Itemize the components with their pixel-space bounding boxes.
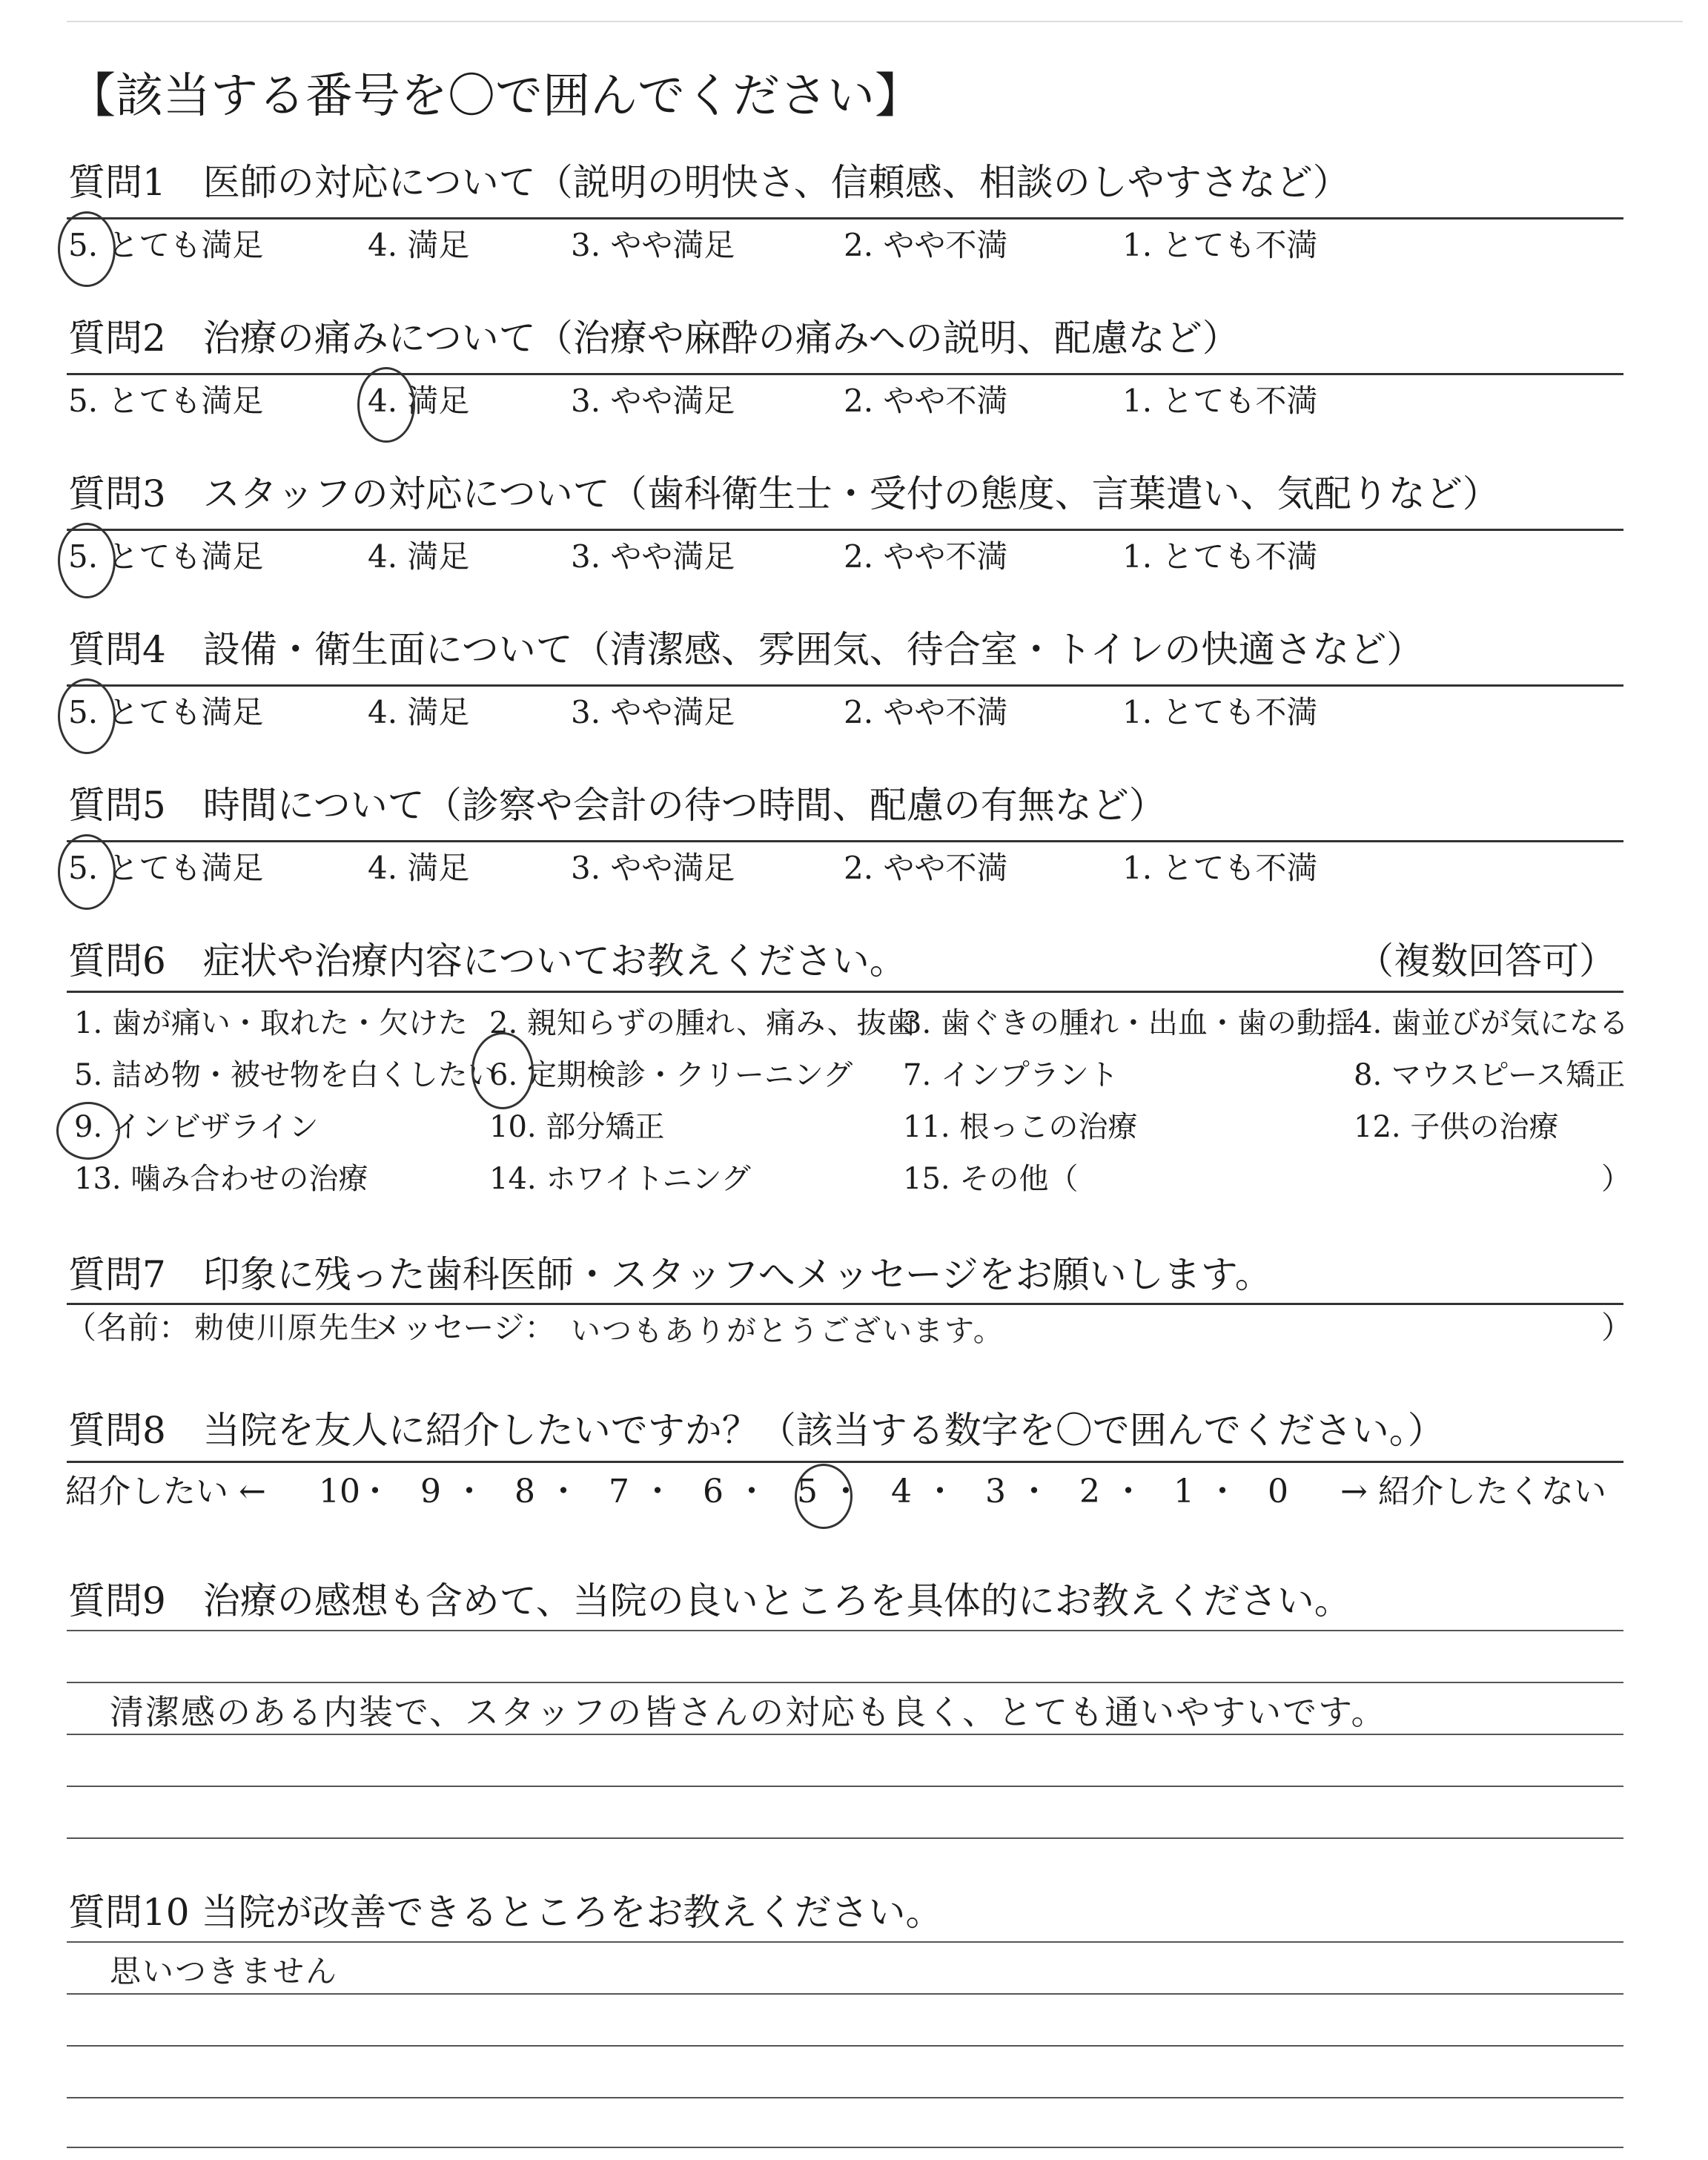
q9-answer: 清潔感のある内装で、スタッフの皆さんの対応も良く、とても通いやすいです。 [110, 1692, 1387, 1732]
q8-scale-separator: ・ [1018, 1473, 1050, 1510]
q6-option-12: 12. 子供の治療 [1354, 1110, 1559, 1144]
q6-option-3: 3. 歯ぐきの腫れ・出血・歯の動揺 [903, 1006, 1356, 1040]
q4-option-5: 5. とても満足 [68, 694, 264, 730]
q8-scale-9: 9 [420, 1473, 441, 1510]
q4-title: 質問4 設備・衛生面について（清潔感、雰囲気、待合室・トイレの快適さなど） [68, 628, 1424, 671]
q5-option-3: 3. やや満足 [571, 850, 735, 886]
q8-scale-7: 7 [609, 1473, 629, 1510]
q7-message-label: メッセージ： [371, 1309, 556, 1346]
q8-scale-10: 10 [319, 1473, 360, 1510]
q6-option-8: 8. マウスピース矯正 [1354, 1058, 1626, 1092]
q8-scale-separator: ・ [359, 1473, 391, 1510]
q4-option-4: 4. 満足 [368, 694, 470, 730]
q6-option-9: 9. インビザライン [74, 1110, 319, 1144]
scan-edge-line [67, 21, 1683, 22]
q1-option-4: 4. 満足 [368, 227, 470, 263]
q10-line-3 [67, 2045, 1623, 2047]
q6-option-14: 14. ホワイトニング [489, 1162, 751, 1196]
q8-left-label: 紹介したい ← [65, 1473, 266, 1510]
q2-title: 質問2 治療の痛みについて（治療や麻酔の痛みへの説明、配慮など） [68, 317, 1239, 360]
q6-rule [67, 991, 1623, 993]
q8-scale-0: 0 [1268, 1473, 1288, 1510]
q5-option-1: 1. とても不満 [1122, 850, 1318, 886]
q3-option-2: 2. やや不満 [844, 538, 1008, 575]
q3-title: 質問3 スタッフの対応について（歯科衛生士・受付の態度、言葉遣い、気配りなど） [68, 472, 1500, 515]
q9-line-1 [67, 1630, 1623, 1631]
q6-option-2: 2. 親知らずの腫れ、痛み、抜歯 [489, 1006, 916, 1040]
q6-option-10: 10. 部分矯正 [489, 1110, 665, 1144]
q5-option-2: 2. やや不満 [844, 850, 1008, 886]
q10-line-5 [67, 2147, 1623, 2148]
q6-close-paren: ） [1601, 1162, 1631, 1196]
q7-title: 質問7 印象に残った歯科医師・スタッフへメッセージをお願いします。 [68, 1253, 1272, 1296]
q8-scale-8: 8 [514, 1473, 535, 1510]
q4-option-3: 3. やや満足 [571, 694, 735, 730]
q3-option-3: 3. やや満足 [571, 538, 735, 575]
q4-option-1: 1. とても不満 [1122, 694, 1318, 730]
q6-option-6: 6. 定期検診・クリーニング [489, 1058, 853, 1092]
q9-title: 質問9 治療の感想も含めて、当院の良いところを具体的にお教えください。 [68, 1579, 1351, 1622]
q4-selected-circle [58, 678, 116, 754]
q2-option-3: 3. やや満足 [571, 383, 735, 419]
q1-rule [67, 217, 1623, 219]
q8-title: 質問8 当院を友人に紹介したいですか？（該当する数字を〇で囲んでください。） [68, 1409, 1445, 1452]
q8-scale-separator: ・ [735, 1473, 768, 1510]
q3-option-1: 1. とても不満 [1122, 538, 1318, 575]
q6-option-5: 5. 詰め物・被せ物を白くしたい [74, 1058, 497, 1092]
q8-scale-separator: ・ [1112, 1473, 1145, 1510]
q1-selected-circle [58, 211, 116, 287]
q8-right-label: → 紹介したくない [1340, 1473, 1606, 1510]
q9-line-4 [67, 1786, 1623, 1787]
q1-option-3: 3. やや満足 [571, 227, 735, 263]
q2-option-2: 2. やや不満 [844, 383, 1008, 419]
q10-answer: 思いつきません [110, 1953, 339, 1989]
q8-scale-separator: ・ [1206, 1473, 1239, 1510]
q6-option-11: 11. 根っこの治療 [903, 1110, 1138, 1144]
page-title: 【該当する番号を〇で囲んでください】 [68, 69, 922, 124]
q1-option-1: 1. とても不満 [1122, 227, 1318, 263]
q3-option-4: 4. 満足 [368, 538, 470, 575]
q8-scale-1: 1 [1174, 1473, 1194, 1510]
q5-rule [67, 840, 1623, 842]
q8-scale-separator: ・ [924, 1473, 956, 1510]
q1-option-5: 5. とても満足 [68, 227, 264, 263]
q6-note: （複数回答可） [1357, 939, 1616, 982]
q2-selected-circle [357, 367, 415, 443]
q8-scale-4: 4 [891, 1473, 912, 1510]
q2-option-5: 5. とても満足 [68, 383, 264, 419]
q5-option-5: 5. とても満足 [68, 850, 264, 886]
q2-option-1: 1. とても不満 [1122, 383, 1318, 419]
q7-name-label: （名前： [65, 1309, 191, 1346]
q6-selected-circle-6 [471, 1032, 534, 1109]
q2-rule [67, 373, 1623, 375]
q8-scale-separator: ・ [547, 1473, 580, 1510]
q7-rule [67, 1303, 1623, 1305]
q8-scale-5: 5 [797, 1473, 818, 1510]
q8-scale-separator: ・ [830, 1473, 862, 1510]
q8-rule [67, 1461, 1623, 1463]
q6-option-7: 7. インプラント [903, 1058, 1119, 1092]
q3-selected-circle [58, 523, 116, 598]
q10-line-4 [67, 2097, 1623, 2098]
q10-line-2 [67, 1993, 1623, 1995]
q8-scale-separator: ・ [453, 1473, 486, 1510]
q3-option-5: 5. とても満足 [68, 538, 264, 575]
q3-rule [67, 529, 1623, 531]
q7-name-value: 勅使川原先生 [194, 1311, 381, 1345]
q9-line-5 [67, 1837, 1623, 1839]
q8-scale-3: 3 [985, 1473, 1006, 1510]
q6-option-4: 4. 歯並びが気になる [1354, 1006, 1629, 1040]
q9-line-3 [67, 1734, 1623, 1735]
q8-scale-6: 6 [703, 1473, 724, 1510]
q7-close-paren: ） [1601, 1309, 1633, 1346]
q10-line-1 [67, 1941, 1623, 1943]
q6-title: 質問6 症状や治療内容についてお教えください。 [68, 939, 907, 982]
q6-option-15: 15. その他（ [903, 1162, 1079, 1196]
q4-rule [67, 684, 1623, 687]
q8-selected-circle [795, 1464, 853, 1529]
q6-selected-circle-9 [56, 1102, 120, 1160]
q5-selected-circle [58, 834, 116, 910]
q6-option-1: 1. 歯が痛い・取れた・欠けた [74, 1006, 468, 1040]
q1-title: 質問1 医師の対応について（説明の明快さ、信頼感、相談のしやすさなど） [68, 161, 1350, 204]
q10-title: 質問10 当院が改善できるところをお教えください。 [68, 1891, 943, 1934]
q6-option-13: 13. 噛み合わせの治療 [74, 1162, 368, 1196]
q2-option-4: 4. 満足 [368, 383, 470, 419]
q5-option-4: 4. 満足 [368, 850, 470, 886]
q7-message-value: いつもありがとうございます。 [571, 1314, 1004, 1348]
q8-scale-separator: ・ [641, 1473, 674, 1510]
q5-title: 質問5 時間について（診察や会計の待つ時間、配慮の有無など） [68, 784, 1166, 827]
q8-scale-2: 2 [1079, 1473, 1100, 1510]
q1-option-2: 2. やや不満 [844, 227, 1008, 263]
q9-line-2 [67, 1682, 1623, 1683]
q4-option-2: 2. やや不満 [844, 694, 1008, 730]
